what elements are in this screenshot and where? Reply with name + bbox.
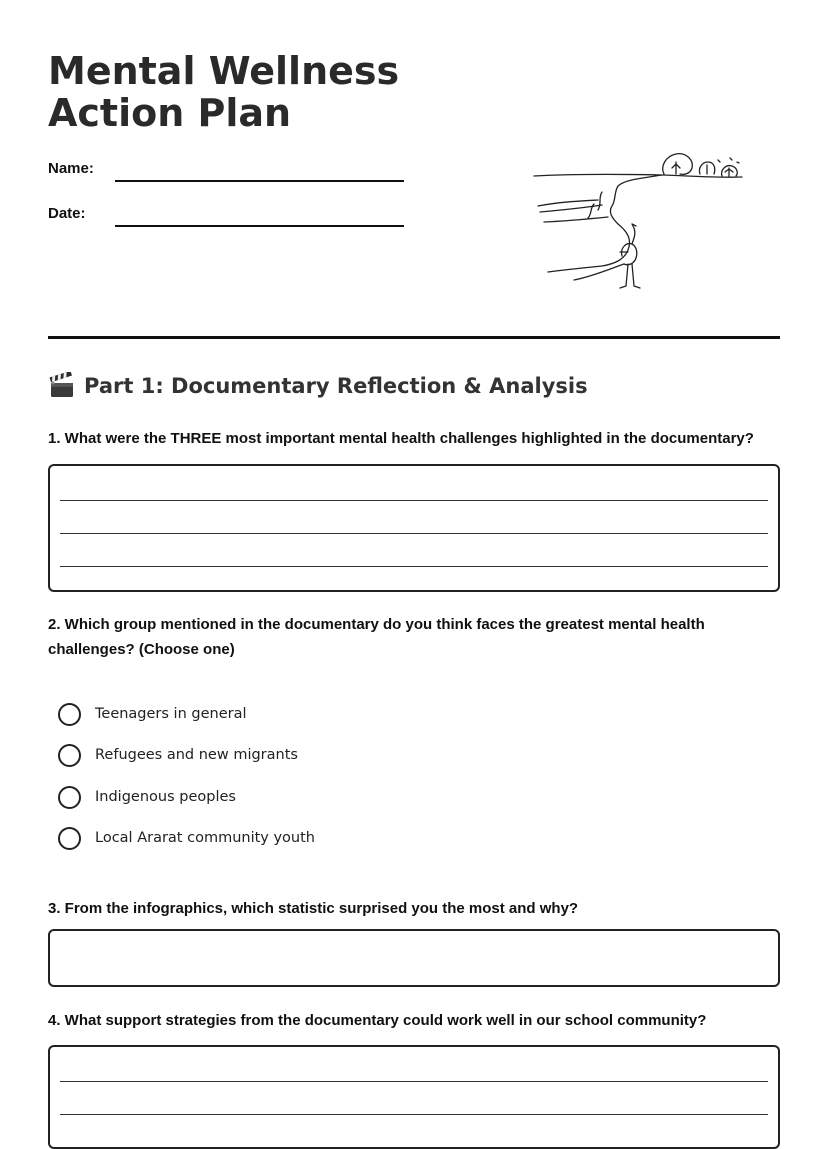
question-3: 3. From the infographics, which statistic surprised you the most and why? [48, 900, 579, 917]
radio-option-label: Local Ararat community youth [95, 830, 315, 846]
question-1: 1. What were the THREE most important mental health challenges highlighted in the documentary? [48, 430, 754, 447]
page-title: Mental Wellness Action Plan [48, 49, 400, 135]
name-field[interactable] [115, 180, 404, 182]
radio-option-refugees[interactable] [58, 743, 298, 767]
answer-box-3[interactable] [48, 929, 780, 987]
section-title [48, 372, 588, 400]
landscape-with-kangaroo-drawing [532, 148, 746, 296]
answer-line [60, 1114, 768, 1115]
radio-button[interactable] [58, 703, 81, 726]
radio-option-indigenous[interactable] [58, 785, 236, 809]
answer-line [60, 566, 768, 567]
answer-box-4[interactable] [48, 1045, 780, 1149]
answer-box-1[interactable] [48, 464, 780, 592]
radio-option-local-youth[interactable] [58, 826, 315, 850]
worksheet-page [48, 0, 780, 1118]
date-field[interactable] [115, 225, 404, 227]
section-title-text: Part 1: Documentary Reflection & Analysis [84, 374, 588, 398]
radio-button[interactable] [58, 827, 81, 850]
radio-button[interactable] [58, 744, 81, 767]
answer-line [60, 533, 768, 534]
section-divider [48, 336, 780, 339]
question-4: 4. What support strategies from the documentary could work well in our school community? [48, 1012, 707, 1029]
question-2: 2. Which group mentioned in the documentary do you think faces the greatest mental health challenges? (Choose one) [48, 616, 705, 658]
clapperboard-icon [48, 372, 76, 400]
name-label: Name: [48, 160, 94, 177]
radio-option-teenagers[interactable] [58, 702, 247, 726]
date-label: Date: [48, 205, 86, 222]
radio-option-label: Teenagers in general [95, 706, 247, 722]
radio-option-label: Indigenous peoples [95, 789, 236, 805]
answer-line [60, 500, 768, 501]
radio-button[interactable] [58, 786, 81, 809]
radio-option-label: Refugees and new migrants [95, 747, 298, 763]
answer-line [60, 1081, 768, 1082]
